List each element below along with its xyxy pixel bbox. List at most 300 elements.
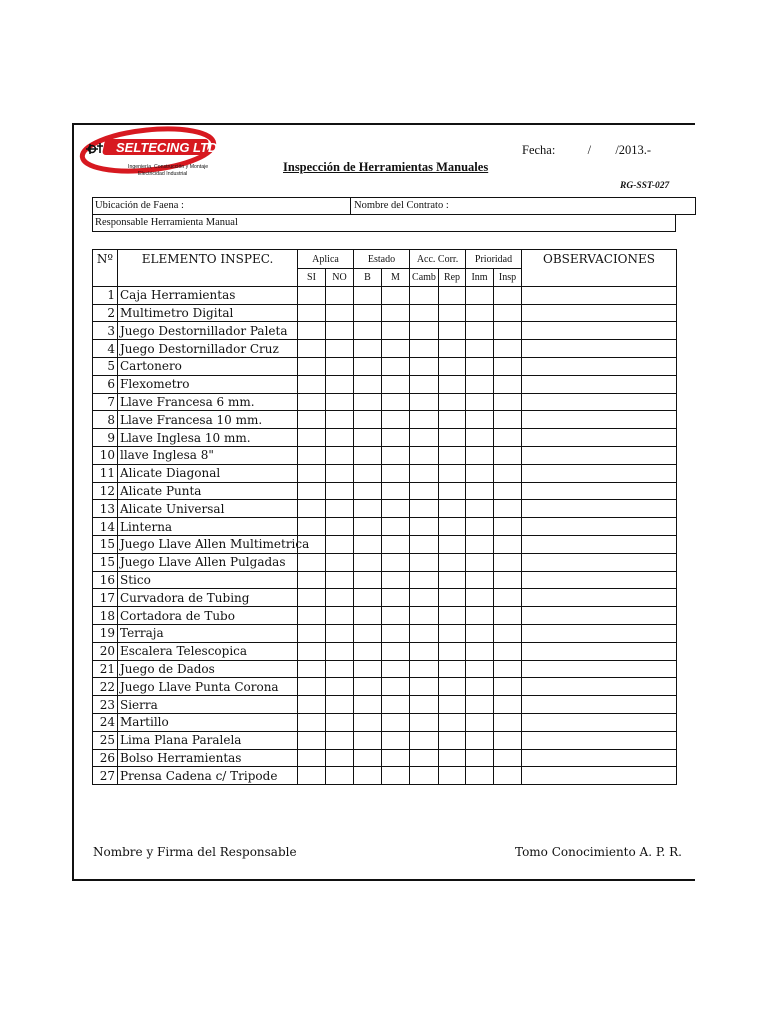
check-cell-b[interactable] <box>354 767 382 785</box>
col-num-header: Nº <box>93 250 118 287</box>
check-cell-no[interactable] <box>326 642 354 660</box>
contrato-label: Nombre del Contrato : <box>354 200 449 211</box>
check-cell-inm[interactable] <box>466 500 494 518</box>
check-cell-si[interactable] <box>298 696 326 714</box>
check-cell-si[interactable] <box>298 322 326 340</box>
check-cell-b[interactable] <box>354 607 382 625</box>
observation-cell[interactable] <box>522 322 677 340</box>
check-cell-insp[interactable] <box>494 696 522 714</box>
check-cell-si[interactable] <box>298 589 326 607</box>
observation-cell[interactable] <box>522 304 677 322</box>
check-cell-insp[interactable] <box>494 375 522 393</box>
check-cell-b[interactable] <box>354 696 382 714</box>
check-cell-camb[interactable] <box>410 553 439 571</box>
check-cell-no[interactable] <box>326 571 354 589</box>
check-cell-b[interactable] <box>354 713 382 731</box>
check-cell-inm[interactable] <box>466 340 494 358</box>
check-cell-b[interactable] <box>354 642 382 660</box>
observation-cell[interactable] <box>522 571 677 589</box>
check-cell-m[interactable] <box>382 767 410 785</box>
check-cell-rep[interactable] <box>439 713 466 731</box>
row-element: Alicate Punta <box>118 482 298 500</box>
fecha-field[interactable] <box>522 143 651 158</box>
row-element: llave Inglesa 8" <box>118 446 298 464</box>
check-cell-insp[interactable] <box>494 749 522 767</box>
row-element: Juego de Dados <box>118 660 298 678</box>
check-cell-camb[interactable] <box>410 749 439 767</box>
check-cell-b[interactable] <box>354 482 382 500</box>
check-cell-b[interactable] <box>354 464 382 482</box>
check-cell-m[interactable] <box>382 749 410 767</box>
check-cell-si[interactable] <box>298 500 326 518</box>
observation-cell[interactable] <box>522 642 677 660</box>
check-cell-rep[interactable] <box>439 357 466 375</box>
check-cell-b[interactable] <box>354 749 382 767</box>
row-number: 18 <box>93 607 118 625</box>
inspection-table <box>92 249 677 785</box>
row-element: Flexometro <box>118 375 298 393</box>
check-cell-rep[interactable] <box>439 518 466 536</box>
observation-cell[interactable] <box>522 731 677 749</box>
check-cell-b[interactable] <box>354 375 382 393</box>
check-cell-rep[interactable] <box>439 322 466 340</box>
check-cell-rep[interactable] <box>439 393 466 411</box>
row-number: 15 <box>93 553 118 571</box>
observation-cell[interactable] <box>522 624 677 642</box>
check-cell-insp[interactable] <box>494 589 522 607</box>
check-cell-no[interactable] <box>326 482 354 500</box>
check-cell-insp[interactable] <box>494 446 522 464</box>
check-cell-si[interactable] <box>298 607 326 625</box>
check-cell-inm[interactable] <box>466 535 494 553</box>
observation-cell[interactable] <box>522 607 677 625</box>
check-cell-inm[interactable] <box>466 607 494 625</box>
check-cell-camb[interactable] <box>410 429 439 447</box>
ubicacion-label: Ubicación de Faena : <box>95 200 184 211</box>
check-cell-m[interactable] <box>382 678 410 696</box>
check-cell-b[interactable] <box>354 304 382 322</box>
check-cell-rep[interactable] <box>439 571 466 589</box>
check-cell-b[interactable] <box>354 660 382 678</box>
check-cell-camb[interactable] <box>410 696 439 714</box>
observation-cell[interactable] <box>522 678 677 696</box>
check-cell-camb[interactable] <box>410 464 439 482</box>
row-number: 10 <box>93 446 118 464</box>
check-cell-no[interactable] <box>326 713 354 731</box>
check-cell-b[interactable] <box>354 518 382 536</box>
check-cell-inm[interactable] <box>466 553 494 571</box>
check-cell-inm[interactable] <box>466 678 494 696</box>
check-cell-camb[interactable] <box>410 607 439 625</box>
check-cell-insp[interactable] <box>494 464 522 482</box>
check-cell-camb[interactable] <box>410 375 439 393</box>
check-cell-no[interactable] <box>326 286 354 304</box>
check-cell-rep[interactable] <box>439 375 466 393</box>
row-number: 14 <box>93 518 118 536</box>
check-cell-b[interactable] <box>354 589 382 607</box>
check-cell-inm[interactable] <box>466 589 494 607</box>
check-cell-m[interactable] <box>382 375 410 393</box>
check-cell-insp[interactable] <box>494 767 522 785</box>
check-cell-camb[interactable] <box>410 678 439 696</box>
observation-cell[interactable] <box>522 767 677 785</box>
table-row <box>93 304 677 322</box>
observation-cell[interactable] <box>522 446 677 464</box>
check-cell-inm[interactable] <box>466 464 494 482</box>
check-cell-si[interactable] <box>298 767 326 785</box>
check-cell-inm[interactable] <box>466 696 494 714</box>
check-cell-no[interactable] <box>326 678 354 696</box>
col-element-header: ELEMENTO INSPEC. <box>118 250 298 287</box>
check-cell-m[interactable] <box>382 411 410 429</box>
table-row <box>93 322 677 340</box>
sub-rep-header: Rep <box>439 269 466 287</box>
check-cell-rep[interactable] <box>439 482 466 500</box>
check-cell-no[interactable] <box>326 500 354 518</box>
check-cell-si[interactable] <box>298 678 326 696</box>
check-cell-camb[interactable] <box>410 589 439 607</box>
sub-insp-header: Insp <box>494 269 522 287</box>
row-number: 23 <box>93 696 118 714</box>
check-cell-rep[interactable] <box>439 429 466 447</box>
check-cell-rep[interactable] <box>439 731 466 749</box>
row-number: 25 <box>93 731 118 749</box>
check-cell-b[interactable] <box>354 429 382 447</box>
row-element: Juego Llave Allen Pulgadas <box>118 553 298 571</box>
check-cell-m[interactable] <box>382 322 410 340</box>
check-cell-inm[interactable] <box>466 429 494 447</box>
check-cell-camb[interactable] <box>410 660 439 678</box>
check-cell-camb[interactable] <box>410 642 439 660</box>
row-element: Martillo <box>118 713 298 731</box>
check-cell-rep[interactable] <box>439 767 466 785</box>
check-cell-no[interactable] <box>326 607 354 625</box>
check-cell-b[interactable] <box>354 357 382 375</box>
check-cell-si[interactable] <box>298 411 326 429</box>
check-cell-si[interactable] <box>298 304 326 322</box>
check-cell-rep[interactable] <box>439 678 466 696</box>
check-cell-insp[interactable] <box>494 535 522 553</box>
check-cell-si[interactable] <box>298 660 326 678</box>
check-cell-rep[interactable] <box>439 589 466 607</box>
check-cell-si[interactable] <box>298 429 326 447</box>
check-cell-m[interactable] <box>382 518 410 536</box>
check-cell-m[interactable] <box>382 696 410 714</box>
check-cell-camb[interactable] <box>410 500 439 518</box>
check-cell-inm[interactable] <box>466 767 494 785</box>
check-cell-rep[interactable] <box>439 500 466 518</box>
check-cell-camb[interactable] <box>410 357 439 375</box>
group-estado-header: Estado <box>354 250 410 269</box>
observation-cell[interactable] <box>522 696 677 714</box>
check-cell-insp[interactable] <box>494 713 522 731</box>
check-cell-rep[interactable] <box>439 464 466 482</box>
observation-cell[interactable] <box>522 749 677 767</box>
check-cell-b[interactable] <box>354 553 382 571</box>
check-cell-no[interactable] <box>326 340 354 358</box>
check-cell-si[interactable] <box>298 446 326 464</box>
check-cell-inm[interactable] <box>466 624 494 642</box>
check-cell-no[interactable] <box>326 696 354 714</box>
table-row <box>93 446 677 464</box>
check-cell-insp[interactable] <box>494 500 522 518</box>
row-element: Lima Plana Paralela <box>118 731 298 749</box>
check-cell-inm[interactable] <box>466 642 494 660</box>
check-cell-si[interactable] <box>298 713 326 731</box>
observation-cell[interactable] <box>522 482 677 500</box>
check-cell-rep[interactable] <box>439 642 466 660</box>
check-cell-camb[interactable] <box>410 393 439 411</box>
check-cell-rep[interactable] <box>439 660 466 678</box>
check-cell-rep[interactable] <box>439 749 466 767</box>
row-number: 3 <box>93 322 118 340</box>
observation-cell[interactable] <box>522 660 677 678</box>
observation-cell[interactable] <box>522 429 677 447</box>
observation-cell[interactable] <box>522 286 677 304</box>
row-element: Escalera Telescopica <box>118 642 298 660</box>
check-cell-b[interactable] <box>354 286 382 304</box>
observation-cell[interactable] <box>522 464 677 482</box>
check-cell-m[interactable] <box>382 535 410 553</box>
check-cell-insp[interactable] <box>494 304 522 322</box>
check-cell-insp[interactable] <box>494 322 522 340</box>
check-cell-m[interactable] <box>382 286 410 304</box>
check-cell-no[interactable] <box>326 429 354 447</box>
check-cell-camb[interactable] <box>410 340 439 358</box>
check-cell-camb[interactable] <box>410 767 439 785</box>
check-cell-rep[interactable] <box>439 340 466 358</box>
check-cell-no[interactable] <box>326 624 354 642</box>
responsable-field[interactable] <box>92 214 676 232</box>
check-cell-inm[interactable] <box>466 393 494 411</box>
check-cell-inm[interactable] <box>466 713 494 731</box>
check-cell-camb[interactable] <box>410 322 439 340</box>
check-cell-rep[interactable] <box>439 411 466 429</box>
check-cell-insp[interactable] <box>494 553 522 571</box>
check-cell-b[interactable] <box>354 411 382 429</box>
check-cell-inm[interactable] <box>466 357 494 375</box>
check-cell-inm[interactable] <box>466 731 494 749</box>
observation-cell[interactable] <box>522 357 677 375</box>
check-cell-no[interactable] <box>326 411 354 429</box>
check-cell-m[interactable] <box>382 446 410 464</box>
check-cell-insp[interactable] <box>494 286 522 304</box>
check-cell-camb[interactable] <box>410 411 439 429</box>
check-cell-inm[interactable] <box>466 446 494 464</box>
check-cell-rep[interactable] <box>439 624 466 642</box>
check-cell-no[interactable] <box>326 393 354 411</box>
check-cell-si[interactable] <box>298 642 326 660</box>
check-cell-no[interactable] <box>326 767 354 785</box>
check-cell-si[interactable] <box>298 357 326 375</box>
check-cell-rep[interactable] <box>439 553 466 571</box>
check-cell-b[interactable] <box>354 393 382 411</box>
check-cell-insp[interactable] <box>494 571 522 589</box>
logo-tagline-1: Ingeniería, Construcción y Montaje <box>128 164 209 170</box>
check-cell-rep[interactable] <box>439 607 466 625</box>
check-cell-inm[interactable] <box>466 518 494 536</box>
check-cell-m[interactable] <box>382 482 410 500</box>
check-cell-b[interactable] <box>354 322 382 340</box>
check-cell-m[interactable] <box>382 607 410 625</box>
check-cell-si[interactable] <box>298 482 326 500</box>
observation-cell[interactable] <box>522 589 677 607</box>
check-cell-b[interactable] <box>354 731 382 749</box>
check-cell-insp[interactable] <box>494 482 522 500</box>
check-cell-rep[interactable] <box>439 446 466 464</box>
check-cell-si[interactable] <box>298 375 326 393</box>
check-cell-inm[interactable] <box>466 304 494 322</box>
contrato-field[interactable] <box>350 197 696 215</box>
table-row <box>93 589 677 607</box>
check-cell-inm[interactable] <box>466 482 494 500</box>
check-cell-camb[interactable] <box>410 713 439 731</box>
check-cell-no[interactable] <box>326 731 354 749</box>
check-cell-no[interactable] <box>326 518 354 536</box>
check-cell-si[interactable] <box>298 340 326 358</box>
check-cell-inm[interactable] <box>466 571 494 589</box>
check-cell-insp[interactable] <box>494 607 522 625</box>
check-cell-no[interactable] <box>326 660 354 678</box>
check-cell-camb[interactable] <box>410 286 439 304</box>
check-cell-si[interactable] <box>298 624 326 642</box>
check-cell-rep[interactable] <box>439 696 466 714</box>
ubicacion-field[interactable] <box>92 197 351 215</box>
check-cell-camb[interactable] <box>410 518 439 536</box>
check-cell-insp[interactable] <box>494 731 522 749</box>
table-row <box>93 535 677 553</box>
check-cell-no[interactable] <box>326 304 354 322</box>
table-row <box>93 429 677 447</box>
check-cell-m[interactable] <box>382 713 410 731</box>
check-cell-inm[interactable] <box>466 411 494 429</box>
check-cell-inm[interactable] <box>466 749 494 767</box>
observation-cell[interactable] <box>522 553 677 571</box>
table-row <box>93 731 677 749</box>
check-cell-m[interactable] <box>382 340 410 358</box>
check-cell-m[interactable] <box>382 553 410 571</box>
check-cell-insp[interactable] <box>494 624 522 642</box>
check-cell-si[interactable] <box>298 571 326 589</box>
check-cell-inm[interactable] <box>466 375 494 393</box>
check-cell-insp[interactable] <box>494 393 522 411</box>
table-row <box>93 464 677 482</box>
sub-b-header: B <box>354 269 382 287</box>
observation-cell[interactable] <box>522 500 677 518</box>
check-cell-camb[interactable] <box>410 731 439 749</box>
check-cell-no[interactable] <box>326 357 354 375</box>
check-cell-insp[interactable] <box>494 642 522 660</box>
check-cell-m[interactable] <box>382 624 410 642</box>
check-cell-m[interactable] <box>382 589 410 607</box>
check-cell-m[interactable] <box>382 357 410 375</box>
check-cell-camb[interactable] <box>410 304 439 322</box>
row-element: Terraja <box>118 624 298 642</box>
observation-cell[interactable] <box>522 340 677 358</box>
table-row <box>93 660 677 678</box>
check-cell-si[interactable] <box>298 518 326 536</box>
observation-cell[interactable] <box>522 411 677 429</box>
check-cell-camb[interactable] <box>410 482 439 500</box>
observation-cell[interactable] <box>522 375 677 393</box>
check-cell-inm[interactable] <box>466 286 494 304</box>
check-cell-m[interactable] <box>382 429 410 447</box>
row-element: Curvadora de Tubing <box>118 589 298 607</box>
check-cell-b[interactable] <box>354 340 382 358</box>
col-obs-header: OBSERVACIONES <box>522 250 677 287</box>
check-cell-no[interactable] <box>326 375 354 393</box>
fecha-year: /2013.- <box>615 143 652 157</box>
observation-cell[interactable] <box>522 393 677 411</box>
check-cell-m[interactable] <box>382 660 410 678</box>
check-cell-no[interactable] <box>326 535 354 553</box>
check-cell-rep[interactable] <box>439 286 466 304</box>
check-cell-b[interactable] <box>354 500 382 518</box>
check-cell-no[interactable] <box>326 464 354 482</box>
check-cell-camb[interactable] <box>410 624 439 642</box>
check-cell-no[interactable] <box>326 322 354 340</box>
check-cell-no[interactable] <box>326 589 354 607</box>
check-cell-m[interactable] <box>382 304 410 322</box>
check-cell-camb[interactable] <box>410 571 439 589</box>
table-row <box>93 393 677 411</box>
check-cell-insp[interactable] <box>494 357 522 375</box>
row-element: Alicate Diagonal <box>118 464 298 482</box>
row-number: 5 <box>93 357 118 375</box>
observation-cell[interactable] <box>522 713 677 731</box>
check-cell-no[interactable] <box>326 553 354 571</box>
check-cell-b[interactable] <box>354 678 382 696</box>
check-cell-insp[interactable] <box>494 660 522 678</box>
check-cell-camb[interactable] <box>410 446 439 464</box>
check-cell-m[interactable] <box>382 500 410 518</box>
check-cell-m[interactable] <box>382 393 410 411</box>
check-cell-no[interactable] <box>326 749 354 767</box>
check-cell-insp[interactable] <box>494 429 522 447</box>
check-cell-si[interactable] <box>298 749 326 767</box>
check-cell-si[interactable] <box>298 393 326 411</box>
check-cell-insp[interactable] <box>494 411 522 429</box>
check-cell-b[interactable] <box>354 571 382 589</box>
check-cell-b[interactable] <box>354 446 382 464</box>
check-cell-m[interactable] <box>382 571 410 589</box>
check-cell-no[interactable] <box>326 446 354 464</box>
check-cell-b[interactable] <box>354 535 382 553</box>
check-cell-insp[interactable] <box>494 678 522 696</box>
observation-cell[interactable] <box>522 535 677 553</box>
observation-cell[interactable] <box>522 518 677 536</box>
check-cell-inm[interactable] <box>466 322 494 340</box>
check-cell-b[interactable] <box>354 624 382 642</box>
check-cell-m[interactable] <box>382 464 410 482</box>
group-prioridad-header: Prioridad <box>466 250 522 269</box>
row-element: Juego Llave Allen Multimetrica <box>118 535 298 553</box>
check-cell-si[interactable] <box>298 464 326 482</box>
check-cell-m[interactable] <box>382 642 410 660</box>
check-cell-m[interactable] <box>382 731 410 749</box>
check-cell-si[interactable] <box>298 286 326 304</box>
fecha-slash: / <box>587 143 592 157</box>
check-cell-insp[interactable] <box>494 518 522 536</box>
check-cell-si[interactable] <box>298 731 326 749</box>
check-cell-rep[interactable] <box>439 304 466 322</box>
check-cell-inm[interactable] <box>466 660 494 678</box>
check-cell-insp[interactable] <box>494 340 522 358</box>
group-aplica-header: Aplica <box>298 250 354 269</box>
check-cell-rep[interactable] <box>439 535 466 553</box>
check-cell-camb[interactable] <box>410 535 439 553</box>
check-cell-si[interactable] <box>298 553 326 571</box>
